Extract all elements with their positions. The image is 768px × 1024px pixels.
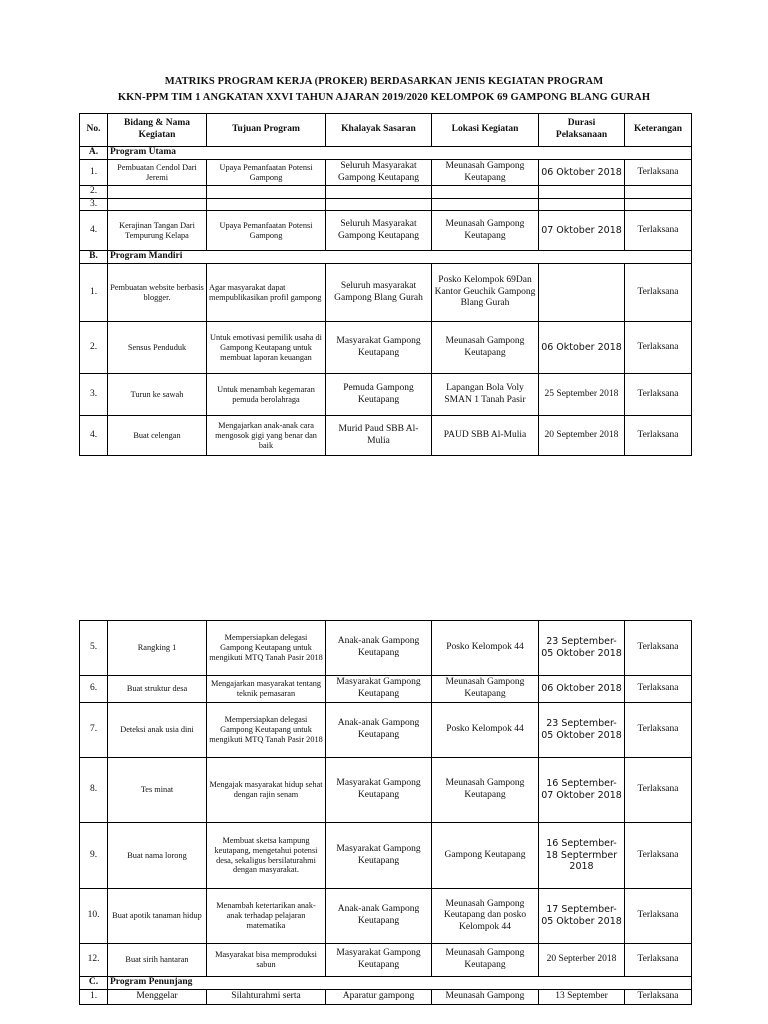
cell-sasaran: Seluruh masyarakat Gampong Blang Gurah [326, 264, 432, 322]
cell-kegiatan: Sensus Penduduk [108, 322, 207, 374]
cell-sasaran: Masyarakat Gampong Keutapang [326, 944, 432, 977]
cell-kegiatan: Pembuatan Cendol Dari Jeremi [108, 160, 207, 186]
header-durasi: Durasi Pelaksanaan [539, 114, 625, 147]
cell-keterangan: Terlaksana [625, 676, 692, 703]
cell-kegiatan: Kerajinan Tangan Dari Tempurung Kelapa [108, 211, 207, 251]
header-lokasi: Lokasi Kegiatan [432, 114, 539, 147]
cell-tujuan: Upaya Pemanfaatan Potensi Gampong [207, 160, 326, 186]
cell-sasaran: Masyarakat Gampong Keutapang [326, 823, 432, 889]
cell-keterangan [625, 186, 692, 199]
cell-keterangan: Terlaksana [625, 990, 692, 1005]
cell-durasi: 23 September-05 Oktober 2018 [539, 621, 625, 676]
section-label: C. [80, 977, 108, 990]
cell-keterangan [625, 198, 692, 211]
section-row-program-mandiri [80, 251, 692, 264]
header-tujuan: Tujuan Program [207, 114, 326, 147]
cell-keterangan: Terlaksana [625, 264, 692, 322]
cell-tujuan: Untuk emotivasi pemilik usaha di Gampong Keutapang untuk membuat laporan keuangan [207, 322, 326, 374]
cell-durasi [539, 186, 625, 199]
cell-tujuan: Membuat sketsa kampung keutapang, mengetahui potensi desa, sekaligus bersilaturahmi dengan masyarakat. [207, 823, 326, 889]
cell-tujuan: Mengajarkan anak-anak cara mengosok gigi yang benar dan baik [207, 416, 326, 456]
cell-sasaran: Anak-anak Gampong Keutapang [326, 621, 432, 676]
cell-durasi: 23 September-05 Oktober 2018 [539, 703, 625, 758]
cell-sasaran [326, 186, 432, 199]
cell-no: 2. [80, 322, 108, 374]
table-row [80, 676, 692, 703]
cell-durasi: 25 September 2018 [539, 374, 625, 416]
cell-durasi [539, 264, 625, 322]
table-row [80, 322, 692, 374]
cell-kegiatan: Buat nama lorong [108, 823, 207, 889]
table-row [80, 944, 692, 977]
cell-kegiatan: Pembuatan website berbasis blogger. [108, 264, 207, 322]
cell-no: 4. [80, 416, 108, 456]
cell-keterangan: Terlaksana [625, 416, 692, 456]
cell-tujuan: Mempersiapkan delegasi Gampong Keutapang untuk mengikuti MTQ Tanah Pasir 2018 [207, 621, 326, 676]
cell-durasi: 13 September [539, 990, 625, 1005]
cell-keterangan: Terlaksana [625, 211, 692, 251]
cell-sasaran: Aparatur gampong [326, 990, 432, 1005]
table-row [80, 264, 692, 322]
cell-sasaran [326, 198, 432, 211]
cell-no: 3. [80, 374, 108, 416]
cell-kegiatan: Turun ke sawah [108, 374, 207, 416]
cell-tujuan: Menambah ketertarikan anak-anak terhadap pelajaran matematika [207, 889, 326, 944]
cell-durasi: 07 Oktober 2018 [539, 211, 625, 251]
cell-no: 8. [80, 758, 108, 823]
document-title-line-2: KKN-PPM TIM 1 ANGKATAN XXVI TAHUN AJARAN 2019/2020 KELOMPOK 69 GAMPONG BLANG GURAH [117, 92, 651, 103]
cell-no: 10. [80, 889, 108, 944]
cell-kegiatan: Buat struktur desa [108, 676, 207, 703]
cell-durasi: 16 September-18 Septermber 2018 [539, 823, 625, 889]
cell-lokasi [432, 186, 539, 199]
program-matrix-table-page-2 [79, 620, 692, 1005]
cell-tujuan [207, 186, 326, 199]
section-name: Program Mandiri [108, 251, 692, 264]
cell-lokasi: Posko Kelompok 69Dan Kantor Geuchik Gampong Blang Gurah [432, 264, 539, 322]
cell-keterangan: Terlaksana [625, 823, 692, 889]
cell-kegiatan: Menggelar [108, 990, 207, 1005]
table-row [80, 416, 692, 456]
cell-no: 1. [80, 160, 108, 186]
section-name: Program Utama [108, 147, 692, 160]
cell-sasaran: Murid Paud SBB Al-Mulia [326, 416, 432, 456]
cell-tujuan: Silahturahmi serta [207, 990, 326, 1005]
cell-sasaran: Anak-anak Gampong Keutapang [326, 703, 432, 758]
cell-no: 5. [80, 621, 108, 676]
table-row [80, 823, 692, 889]
cell-kegiatan: Buat apotik tanaman hidup [108, 889, 207, 944]
cell-no: 6. [80, 676, 108, 703]
cell-keterangan: Terlaksana [625, 889, 692, 944]
cell-durasi: 06 Oktober 2018 [539, 160, 625, 186]
section-row-program-utama [80, 147, 692, 160]
section-row-program-penunjang [80, 977, 692, 990]
cell-kegiatan [108, 198, 207, 211]
table-row [80, 703, 692, 758]
cell-tujuan: Mengajarkan masyarakat tentang teknik pemasaran [207, 676, 326, 703]
table-row [80, 758, 692, 823]
cell-keterangan: Terlaksana [625, 758, 692, 823]
table-header-row [80, 114, 692, 147]
table-row [80, 990, 692, 1005]
cell-lokasi: Meunasah Gampong Keutapang [432, 944, 539, 977]
cell-durasi: 20 September 2018 [539, 416, 625, 456]
cell-keterangan: Terlaksana [625, 160, 692, 186]
cell-kegiatan [108, 186, 207, 199]
cell-lokasi: Meunasah Gampong [432, 990, 539, 1005]
cell-lokasi: Posko Kelompok 44 [432, 621, 539, 676]
cell-lokasi: Meunasah Gampong Keutapang [432, 211, 539, 251]
table-row [80, 160, 692, 186]
cell-sasaran: Masyarakat Gampong Keutapang [326, 676, 432, 703]
cell-keterangan: Terlaksana [625, 703, 692, 758]
cell-durasi: 16 September-07 Oktober 2018 [539, 758, 625, 823]
cell-durasi: 06 Oktober 2018 [539, 322, 625, 374]
cell-sasaran: Masyarakat Gampong Keutapang [326, 322, 432, 374]
cell-tujuan [207, 198, 326, 211]
cell-keterangan: Terlaksana [625, 322, 692, 374]
table-row [80, 889, 692, 944]
cell-lokasi: Meunasah Gampong Keutapang [432, 758, 539, 823]
document-title-line-1: MATRIKS PROGRAM KERJA (PROKER) BERDASARKAN JENIS KEGIATAN PROGRAM [164, 76, 604, 87]
cell-no: 1. [80, 990, 108, 1005]
cell-no: 12. [80, 944, 108, 977]
cell-keterangan: Terlaksana [625, 374, 692, 416]
cell-lokasi: Lapangan Bola Voly SMAN 1 Tanah Pasir [432, 374, 539, 416]
cell-kegiatan: Tes minat [108, 758, 207, 823]
cell-no: 2. [80, 186, 108, 199]
cell-sasaran: Anak-anak Gampong Keutapang [326, 889, 432, 944]
cell-durasi [539, 198, 625, 211]
cell-lokasi: Meunasah Gampong Keutapang [432, 322, 539, 374]
cell-tujuan: Upaya Pemanfaatan Potensi Gampong [207, 211, 326, 251]
cell-sasaran: Pemuda Gampong Keutapang [326, 374, 432, 416]
header-no: No. [80, 114, 108, 147]
cell-lokasi: Posko Kelompok 44 [432, 703, 539, 758]
table-row [80, 211, 692, 251]
cell-no: 7. [80, 703, 108, 758]
cell-lokasi [432, 198, 539, 211]
cell-keterangan: Terlaksana [625, 944, 692, 977]
cell-durasi: 17 September-05 Oktober 2018 [539, 889, 625, 944]
cell-no: 1. [80, 264, 108, 322]
cell-lokasi: Meunasah Gampong Keutapang dan posko Kelompok 44 [432, 889, 539, 944]
cell-keterangan: Terlaksana [625, 621, 692, 676]
table-row [80, 198, 692, 211]
table-row [80, 186, 692, 199]
cell-tujuan: Masyarakat bisa memproduksi sabun [207, 944, 326, 977]
section-name: Program Penunjang [108, 977, 692, 990]
cell-tujuan: Agar masyarakat dapat mempublikasikan profil gampong [207, 264, 326, 322]
cell-tujuan: Mempersiapkan delegasi Gampong Keutapang untuk mengikuti MTQ Tanah Pasir 2018 [207, 703, 326, 758]
program-matrix-table-page-1 [79, 113, 692, 456]
cell-lokasi: Gampong Keutapang [432, 823, 539, 889]
table-row [80, 621, 692, 676]
cell-no: 3. [80, 198, 108, 211]
section-label: A. [80, 147, 108, 160]
cell-kegiatan: Buat sirih hantaran [108, 944, 207, 977]
cell-no: 9. [80, 823, 108, 889]
section-label: B. [80, 251, 108, 264]
cell-lokasi: Meunasah Gampong Keutapang [432, 676, 539, 703]
cell-sasaran: Seluruh Masyarakat Gampong Keutapang [326, 160, 432, 186]
table-row [80, 374, 692, 416]
cell-lokasi: Meunasah Gampong Keutapang [432, 160, 539, 186]
header-keterangan: Keterangan [625, 114, 692, 147]
header-bidang: Bidang & Nama Kegiatan [108, 114, 207, 147]
cell-sasaran: Seluruh Masyarakat Gampong Keutapang [326, 211, 432, 251]
cell-durasi: 06 Oktober 2018 [539, 676, 625, 703]
cell-tujuan: Mengajak masyarakat hidup sehat dengan rajin senam [207, 758, 326, 823]
cell-kegiatan: Buat celengan [108, 416, 207, 456]
cell-kegiatan: Deteksi anak usia dini [108, 703, 207, 758]
cell-durasi: 20 Septerber 2018 [539, 944, 625, 977]
cell-no: 4. [80, 211, 108, 251]
cell-kegiatan: Rangking 1 [108, 621, 207, 676]
header-khalayak: Khalayak Sasaran [326, 114, 432, 147]
cell-lokasi: PAUD SBB Al-Mulia [432, 416, 539, 456]
cell-sasaran: Masyarakat Gampong Keutapang [326, 758, 432, 823]
cell-tujuan: Untuk menambah kegemaran pemuda berolahraga [207, 374, 326, 416]
